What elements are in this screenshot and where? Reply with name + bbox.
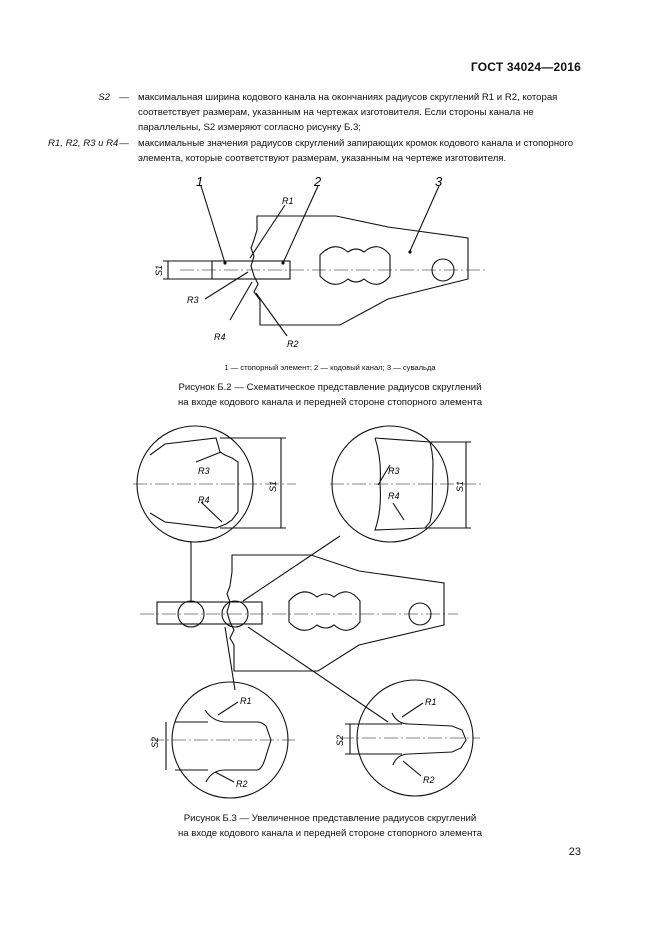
label-r1: R1 [282, 196, 294, 206]
label-r4: R4 [388, 491, 400, 501]
label-r4: R4 [198, 495, 210, 505]
label-s2: S2 [150, 736, 160, 748]
definition-term: S2 [98, 92, 110, 103]
label-s1: S1 [154, 264, 164, 276]
callout-3: 3 [435, 174, 443, 189]
callout-2: 2 [314, 174, 322, 189]
definition-dash: — [119, 137, 129, 149]
figure-b3-caption [100, 811, 560, 841]
label-r2: R2 [236, 779, 248, 789]
caption-line: Рисунок Б.2 — Схематическое представление радиусов скруглений [178, 382, 482, 393]
label-s2: S2 [335, 734, 345, 746]
label-r1: R1 [425, 697, 437, 707]
caption-line: Рисунок Б.3 — Увеличенное представление радиусов скруглений [183, 813, 477, 824]
caption-line: на входе кодового канала и передней стороне стопорного элемента [177, 828, 483, 839]
label-r2: R2 [287, 339, 299, 349]
label-r3: R3 [187, 295, 199, 305]
caption-line: на входе кодового канала и передней стороне стопорного элемента [177, 397, 483, 408]
label-s1: S1 [268, 480, 278, 492]
callout-1: 1 [196, 174, 204, 189]
label-r2: R2 [423, 775, 435, 785]
label-r3: R3 [388, 466, 400, 476]
page-number: 23 [568, 846, 581, 858]
definition-text: максимальная ширина кодового канала на окончаниях радиусов скруглений R1 и R2, которая соответствует размерам, указанным на чертежах изготовителя. Если стороны канала не параллельны, S2 измеряют согласно рисунку Б.3; [138, 92, 558, 134]
label-r1: R1 [240, 696, 252, 706]
definition-term: R1, R2, R3 и R4 [48, 137, 119, 149]
document-code: ГОСТ 34024—2016 [470, 60, 581, 74]
figure-b2-legend: 1 — стопорный элемент; 2 — кодовый канал; 3 — сувальда [224, 363, 436, 372]
label-r4: R4 [214, 332, 226, 342]
label-s1: S1 [455, 480, 465, 492]
label-r3: R3 [198, 466, 210, 476]
definition-dash: — [119, 92, 129, 103]
definition-text: максимальные значения радиусов скруглений запирающих кромок кодового канала и стопорного элемента, которые соответствуют размерам, указанным на чертеже изготовителя. [138, 137, 574, 164]
